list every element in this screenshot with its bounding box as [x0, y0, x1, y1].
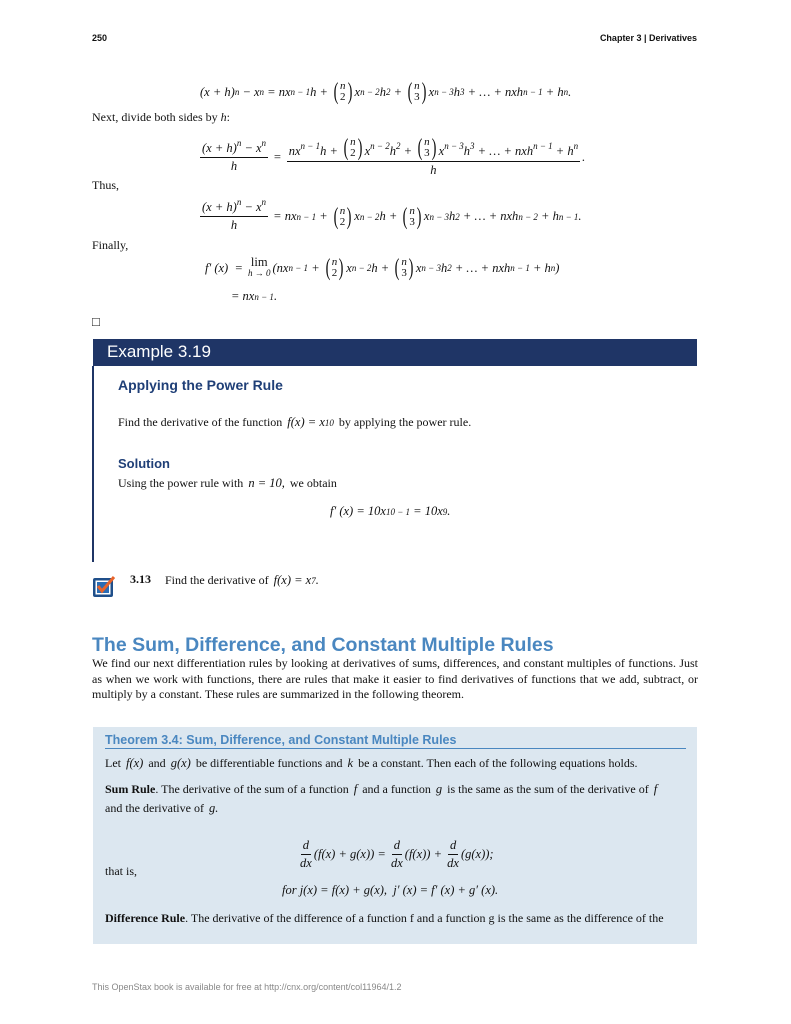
math-text: = 10x	[410, 504, 443, 518]
math-text: + … + nxh	[451, 260, 511, 275]
math-text: h	[230, 158, 238, 173]
sum-rule-text: Sum Rule. The derivative of the sum of a function f and a function g is the same as the sum of the derivative of f	[105, 782, 658, 796]
math-text: − x	[239, 84, 260, 99]
math-text: h	[230, 218, 238, 232]
math-superscript: 2	[395, 141, 401, 151]
math-superscript: n	[236, 137, 242, 148]
checkpoint-icon	[92, 575, 114, 597]
math-text: .	[273, 289, 278, 303]
math-fraction	[287, 136, 580, 178]
chapter-title: Chapter 3 | Derivatives	[599, 33, 697, 43]
math-binomial: ( n 3 )	[417, 135, 437, 161]
math-text: d	[449, 838, 457, 852]
math-text: + h	[542, 84, 564, 99]
math-text: x	[364, 144, 371, 158]
math-text: d	[393, 838, 401, 852]
math-superscript: n − 3	[444, 141, 464, 151]
math-text: f	[653, 782, 658, 796]
checkpoint-number: 3.13	[130, 572, 151, 586]
math-text: g.	[208, 801, 219, 815]
math-text: + … + nxh	[464, 84, 524, 99]
math-text: h	[463, 144, 471, 158]
math-binomial: ( n 2 )	[343, 135, 362, 161]
math-text: f(x)	[126, 756, 144, 770]
math-text: h	[440, 260, 448, 275]
equation-4a: f′ (x) = lim h → 0 (nx n − 1 + ( n 2 ) x n − 2 h + ( n 3 ) x n − 3 h 2 + … + nxh n − 1 + h n )	[205, 255, 560, 281]
math-text: h +	[379, 209, 401, 223]
example-header: Example 3.19	[93, 339, 697, 366]
math-superscript: n − 1	[300, 141, 321, 151]
math-superscript: n − 2	[370, 141, 390, 151]
math-text: (nx	[272, 260, 289, 275]
math-binomial: ( n 2 )	[325, 255, 344, 281]
math-text: .	[447, 504, 451, 518]
math-binomial: ( n 3 )	[407, 79, 427, 105]
solution-label: Solution	[118, 456, 170, 471]
theorem-intro: Let f(x) and g(x) be differentiable functions and k be a constant. Then each of the following equations holds.	[105, 756, 638, 770]
math-binomial: ( n 2 )	[333, 203, 352, 230]
math-binomial: ( n 2 )	[333, 79, 352, 105]
math-text: g	[435, 782, 443, 796]
math-text: h	[430, 163, 437, 177]
math-binomial: ( n 3 )	[394, 255, 414, 281]
math-text: (x + h)	[200, 84, 235, 99]
math-text: f(x) = x	[273, 573, 312, 587]
math-text: x	[423, 209, 430, 223]
math-text: f	[353, 782, 358, 796]
that-is-text: that is,	[105, 864, 137, 878]
math-text: − x	[241, 140, 262, 155]
math-text: h +	[320, 144, 342, 158]
section-heading: The Sum, Difference, and Constant Multiple Rules	[92, 634, 554, 656]
math-text: dx	[300, 856, 312, 870]
math-text: h +	[310, 84, 332, 99]
math-text: = nx	[270, 209, 297, 223]
math-fraction	[447, 838, 459, 871]
math-binomial: ( n 3 )	[402, 203, 422, 230]
math-fraction	[391, 838, 403, 871]
math-superscript: n − 1	[533, 141, 553, 151]
math-text: =	[270, 149, 285, 164]
section-paragraph: We find our next differentiation rules by looking at derivatives of sums, differences, and constant multiples of functions. Just as when we work with functions, there are rules that make it easier to find derivatives of functions that we add, subtract, or multiply by a constant. These rules are summarized in the following theorem.	[92, 656, 698, 701]
math-fraction	[200, 137, 268, 174]
math-text: f(x) = x	[287, 415, 325, 429]
math-text: + h	[537, 209, 559, 223]
checkpoint-text: Find the derivative of f(x) = x 7 .	[165, 573, 319, 587]
math-text: k	[347, 756, 354, 770]
math-text: (x + h)	[202, 200, 237, 214]
example-border	[92, 366, 94, 562]
math-superscript: n	[261, 137, 267, 148]
math-text: x	[438, 144, 445, 158]
math-text: + h	[529, 260, 551, 275]
solution-text: Using the power rule with n = 10, we obtain	[118, 476, 337, 490]
math-text: h	[379, 84, 386, 99]
example-problem: Find the derivative of the function f(x) = x 10 by applying the power rule.	[118, 415, 472, 429]
math-superscript: n	[236, 197, 242, 207]
math-limit: lim h → 0	[248, 255, 271, 278]
math-text: dx	[390, 856, 403, 870]
math-text: + … + nxh	[459, 209, 519, 223]
equation-4b: = nx n − 1 .	[231, 289, 278, 303]
equation-3: $\frac{(x + h)^n - x^n}{h}$ = nx n − 1 + ( n 2 ) x n − 2 h + ( n 3 ) x n − 3 h 2 + … + nxh n − 2 + h n − 1 .	[202, 197, 582, 232]
math-text: n = 10,	[248, 476, 285, 490]
math-text: h +	[371, 260, 393, 275]
math-fraction	[300, 838, 312, 871]
math-text: +	[308, 260, 323, 275]
equation-2	[198, 136, 585, 178]
math-superscript: 3	[470, 141, 475, 151]
math-text: + h	[552, 144, 574, 158]
math-text: x	[346, 260, 352, 275]
math-fraction	[200, 197, 268, 233]
math-text: g(x)	[170, 756, 191, 770]
math-text: (f(x) + g(x)) =	[313, 847, 389, 861]
math-text: = nx	[264, 84, 291, 99]
math-text: +	[316, 209, 331, 223]
math-text: .	[568, 84, 572, 99]
math-text: (g(x));	[460, 847, 494, 861]
math-text: .	[578, 209, 582, 223]
qed-box: □	[92, 314, 100, 329]
math-text: − x	[241, 200, 262, 214]
math-text: x	[415, 260, 422, 275]
math-text: +	[400, 144, 416, 158]
math-text: h	[453, 84, 461, 99]
math-text: )	[555, 260, 560, 275]
math-text: (x + h)	[202, 140, 237, 155]
math-text: h	[389, 144, 396, 158]
math-text: d	[302, 838, 310, 852]
math-superscript: n	[573, 141, 579, 151]
footer: This OpenStax book is available for free at http://cnx.org/content/col11964/1.2	[92, 982, 402, 992]
theorem-title: Theorem 3.4: Sum, Difference, and Constant Multiple Rules	[105, 733, 686, 749]
math-text: nx	[288, 144, 301, 158]
text-divide: Next, divide both sides by h:	[92, 110, 230, 124]
difference-rule-text: Difference Rule. The derivative of the difference of a function f and a function g is the same as the difference of the	[105, 911, 664, 925]
math-text: f′ (x) =	[205, 260, 247, 275]
math-text: x	[354, 209, 360, 223]
page-number: 250	[92, 33, 108, 43]
sum-rule-equation	[298, 838, 494, 871]
math-text: (f(x)) +	[404, 847, 446, 861]
math-text: + … + nxh	[474, 144, 534, 158]
example-title: Applying the Power Rule	[118, 377, 283, 393]
sum-rule-text-2: and the derivative of g.	[105, 801, 219, 815]
math-text: .	[315, 573, 319, 587]
math-text: x	[428, 84, 435, 99]
math-text: for j(x) = f(x) + g(x), j′ (x) = f′ (x) + g′ (x).	[282, 883, 499, 897]
result-equation: f′ (x) = 10x 10 − 1 = 10x 9 .	[330, 504, 451, 518]
math-text: h	[449, 209, 456, 223]
equation-1: (x + h) n − x n = nx n − 1 h + ( n 2 ) x n − 2 h 2 + ( n 3 ) x n − 3 h 3 + … + nxh n − 1 + h n .	[200, 79, 572, 105]
math-text: f′ (x) = 10x	[330, 504, 386, 518]
math-text: .	[582, 149, 586, 164]
sum-rule-equation-2	[282, 883, 498, 898]
math-text: = nx	[231, 289, 255, 303]
math-superscript: n	[261, 197, 267, 207]
text-thus: Thus,	[92, 178, 119, 192]
math-text: x	[354, 84, 361, 99]
math-text: dx	[447, 856, 459, 870]
text-finally: Finally,	[92, 238, 129, 252]
math-text: +	[390, 84, 406, 99]
